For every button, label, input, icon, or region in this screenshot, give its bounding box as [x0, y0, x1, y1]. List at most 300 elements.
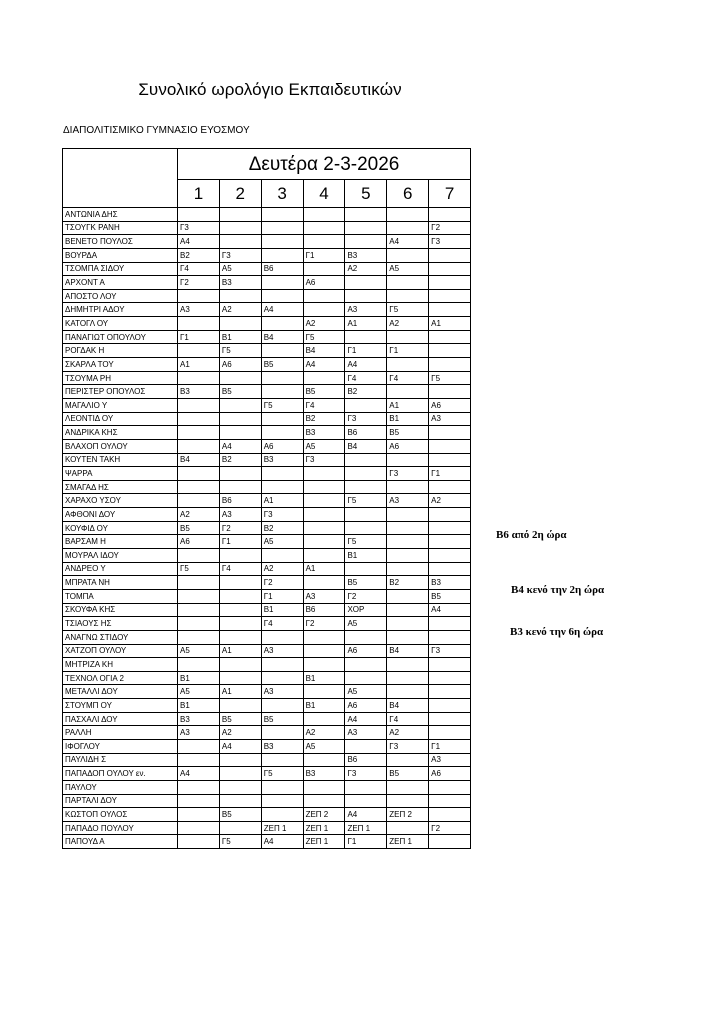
- slot-cell: [429, 671, 471, 685]
- slot-cell: ΖΕΠ 1: [261, 821, 303, 835]
- slot-cell: [303, 794, 345, 808]
- teacher-row: [63, 589, 471, 603]
- slot-cell: Γ1: [387, 344, 429, 358]
- slot-cell: Α5: [345, 617, 387, 631]
- slot-cell: [219, 289, 261, 303]
- slot-cell: Α2: [387, 726, 429, 740]
- slot-cell: [345, 508, 387, 522]
- slot-cell: [303, 371, 345, 385]
- slot-cell: Γ3: [261, 508, 303, 522]
- slot-cell: [429, 426, 471, 440]
- slot-cell: [345, 276, 387, 290]
- slot-cell: [387, 221, 429, 235]
- slot-cell: [387, 480, 429, 494]
- teacher-name: ΑΝΑΓΝΩ ΣΤΙΔΟΥ: [63, 630, 178, 644]
- teacher-name: ΑΝΔΡΙΚΑ ΚΗΣ: [63, 426, 178, 440]
- slot-cell: Α1: [429, 317, 471, 331]
- slot-cell: Α1: [261, 494, 303, 508]
- slot-cell: [429, 549, 471, 563]
- slot-cell: [261, 289, 303, 303]
- slot-cell: [387, 248, 429, 262]
- slot-cell: Β5: [261, 712, 303, 726]
- slot-cell: Α4: [178, 767, 220, 781]
- slot-cell: [219, 235, 261, 249]
- slot-cell: [219, 576, 261, 590]
- slot-cell: [261, 794, 303, 808]
- teacher-name: ΒΕΝΕΤΟ ΠΟΥΛΟΣ: [63, 235, 178, 249]
- period-header: 5: [345, 180, 387, 208]
- slot-cell: [178, 780, 220, 794]
- slot-cell: [303, 208, 345, 222]
- slot-cell: Γ2: [429, 221, 471, 235]
- slot-cell: Γ5: [303, 330, 345, 344]
- slot-cell: Β1: [345, 549, 387, 563]
- teacher-row: [63, 658, 471, 672]
- slot-cell: [178, 344, 220, 358]
- slot-cell: [219, 398, 261, 412]
- slot-cell: Α1: [178, 358, 220, 372]
- teacher-name: ΑΝΤΩΝΙΑ ΔΗΣ: [63, 208, 178, 222]
- slot-cell: [345, 780, 387, 794]
- slot-cell: [303, 521, 345, 535]
- slot-cell: Α4: [261, 835, 303, 849]
- teacher-row: [63, 221, 471, 235]
- teacher-row: [63, 835, 471, 849]
- slot-cell: Α5: [303, 739, 345, 753]
- slot-cell: [303, 494, 345, 508]
- slot-cell: [261, 344, 303, 358]
- slot-cell: Α4: [345, 712, 387, 726]
- slot-cell: [429, 248, 471, 262]
- teacher-name: ΔΗΜΗΤΡΙ ΑΔΟΥ: [63, 303, 178, 317]
- slot-cell: [219, 221, 261, 235]
- slot-cell: [261, 248, 303, 262]
- slot-cell: Β1: [178, 699, 220, 713]
- teacher-name: ΤΣΟΥΓΚ ΡΑΝΗ: [63, 221, 178, 235]
- slot-cell: Γ2: [261, 576, 303, 590]
- slot-cell: [387, 658, 429, 672]
- slot-cell: Β1: [303, 699, 345, 713]
- slot-cell: ΖΕΠ 1: [387, 835, 429, 849]
- slot-cell: Γ1: [429, 739, 471, 753]
- slot-cell: Γ5: [345, 535, 387, 549]
- slot-cell: [219, 780, 261, 794]
- period-header: 4: [303, 180, 345, 208]
- slot-cell: Γ5: [429, 371, 471, 385]
- slot-cell: [219, 603, 261, 617]
- slot-cell: [429, 358, 471, 372]
- slot-cell: Β4: [178, 453, 220, 467]
- teacher-row: [63, 767, 471, 781]
- teacher-name: ΣΚΟΥΦΑ ΚΗΣ: [63, 603, 178, 617]
- slot-cell: Γ3: [345, 412, 387, 426]
- teacher-row: [63, 808, 471, 822]
- slot-cell: [178, 412, 220, 426]
- slot-cell: Γ3: [429, 644, 471, 658]
- teacher-name: ΡΑΛΛΗ: [63, 726, 178, 740]
- teacher-row: [63, 235, 471, 249]
- slot-cell: Β3: [178, 712, 220, 726]
- slot-cell: Β5: [178, 521, 220, 535]
- slot-cell: Β3: [261, 453, 303, 467]
- slot-cell: Β1: [261, 603, 303, 617]
- slot-cell: Γ2: [345, 589, 387, 603]
- slot-cell: [387, 821, 429, 835]
- slot-cell: Β3: [261, 739, 303, 753]
- slot-cell: Β1: [387, 412, 429, 426]
- slot-cell: Α4: [219, 439, 261, 453]
- note: Β4 κενό την 2η ώρα: [511, 584, 605, 596]
- teacher-name: ΠΑΥΛΙΔΗ Σ: [63, 753, 178, 767]
- slot-cell: [261, 630, 303, 644]
- slot-cell: [387, 535, 429, 549]
- teacher-row: [63, 412, 471, 426]
- slot-cell: [387, 358, 429, 372]
- slot-cell: [261, 726, 303, 740]
- slot-cell: Β2: [303, 412, 345, 426]
- teacher-name: ΠΑΣΧΑΛΙ ΔΟΥ: [63, 712, 178, 726]
- slot-cell: [303, 712, 345, 726]
- schedule-body: [63, 208, 471, 849]
- slot-cell: [261, 412, 303, 426]
- teacher-name: ΠΑΥΛΟΥ: [63, 780, 178, 794]
- slot-cell: Γ1: [429, 467, 471, 481]
- teacher-row: [63, 358, 471, 372]
- slot-cell: [429, 835, 471, 849]
- slot-cell: [261, 780, 303, 794]
- teacher-name: ΣΤΟΥΜΠ ΟΥ: [63, 699, 178, 713]
- teacher-name: ΚΟΥΦΙΔ ΟΥ: [63, 521, 178, 535]
- slot-cell: Β1: [303, 671, 345, 685]
- teacher-row: [63, 549, 471, 563]
- slot-cell: [219, 767, 261, 781]
- slot-cell: [261, 480, 303, 494]
- slot-cell: Γ1: [345, 344, 387, 358]
- slot-cell: Α4: [345, 358, 387, 372]
- slot-cell: Γ4: [387, 712, 429, 726]
- slot-cell: Γ4: [387, 371, 429, 385]
- slot-cell: [261, 208, 303, 222]
- slot-cell: Α3: [219, 508, 261, 522]
- slot-cell: Β5: [219, 808, 261, 822]
- slot-cell: Γ3: [345, 767, 387, 781]
- slot-cell: [178, 398, 220, 412]
- slot-cell: [345, 467, 387, 481]
- teacher-name: ΚΟΥΤΕΝ ΤΑΚΗ: [63, 453, 178, 467]
- slot-cell: [303, 576, 345, 590]
- slot-cell: [429, 780, 471, 794]
- teacher-row: [63, 535, 471, 549]
- slot-cell: [178, 589, 220, 603]
- slot-cell: [219, 617, 261, 631]
- slot-cell: [261, 371, 303, 385]
- slot-cell: [303, 235, 345, 249]
- slot-cell: [429, 385, 471, 399]
- slot-cell: [387, 385, 429, 399]
- slot-cell: Γ3: [429, 235, 471, 249]
- slot-cell: [178, 739, 220, 753]
- slot-cell: Α3: [303, 589, 345, 603]
- slot-cell: [387, 617, 429, 631]
- slot-cell: Α2: [219, 726, 261, 740]
- slot-cell: [178, 576, 220, 590]
- teacher-row: [63, 494, 471, 508]
- slot-cell: [178, 317, 220, 331]
- slot-cell: Β2: [261, 521, 303, 535]
- slot-cell: [178, 794, 220, 808]
- slot-cell: Α2: [303, 726, 345, 740]
- slot-cell: [219, 317, 261, 331]
- slot-cell: [387, 549, 429, 563]
- slot-cell: [429, 699, 471, 713]
- teacher-name: ΤΣΙΑΟΥΣ ΗΣ: [63, 617, 178, 631]
- slot-cell: [219, 699, 261, 713]
- slot-cell: Β5: [387, 426, 429, 440]
- teacher-name: ΑΦΘΟΝΙ ΔΟΥ: [63, 508, 178, 522]
- teacher-row: [63, 385, 471, 399]
- slot-cell: Β5: [219, 712, 261, 726]
- teacher-name: ΒΟΥΡΔΑ: [63, 248, 178, 262]
- slot-cell: Γ5: [178, 562, 220, 576]
- slot-cell: Β5: [219, 385, 261, 399]
- slot-cell: Γ3: [387, 467, 429, 481]
- teacher-row: [63, 712, 471, 726]
- slot-cell: Α2: [387, 317, 429, 331]
- slot-cell: [178, 549, 220, 563]
- slot-cell: [219, 467, 261, 481]
- slot-cell: Α6: [219, 358, 261, 372]
- slot-cell: ΖΕΠ 2: [387, 808, 429, 822]
- slot-cell: [387, 794, 429, 808]
- slot-cell: [178, 494, 220, 508]
- slot-cell: [261, 317, 303, 331]
- teacher-name: ΛΕΟΝΤΙΔ ΟΥ: [63, 412, 178, 426]
- slot-cell: [345, 630, 387, 644]
- teacher-row: [63, 726, 471, 740]
- slot-cell: [387, 589, 429, 603]
- slot-cell: [178, 821, 220, 835]
- slot-cell: [387, 562, 429, 576]
- slot-cell: Α2: [303, 317, 345, 331]
- teacher-name: ΒΑΡΣΑΜ Η: [63, 535, 178, 549]
- slot-cell: Γ1: [303, 248, 345, 262]
- teacher-row: [63, 617, 471, 631]
- slot-cell: Α5: [178, 685, 220, 699]
- slot-cell: [178, 630, 220, 644]
- note: Β6 από 2η ώρα: [496, 529, 567, 541]
- teacher-row: [63, 630, 471, 644]
- teacher-row: [63, 371, 471, 385]
- slot-cell: [178, 208, 220, 222]
- slot-cell: Α6: [429, 767, 471, 781]
- slot-cell: [303, 221, 345, 235]
- slot-cell: ΧΟΡ: [345, 603, 387, 617]
- slot-cell: ΖΕΠ 1: [303, 835, 345, 849]
- slot-cell: [219, 589, 261, 603]
- slot-cell: [429, 726, 471, 740]
- slot-cell: [261, 221, 303, 235]
- slot-cell: [219, 371, 261, 385]
- slot-cell: Γ5: [345, 494, 387, 508]
- slot-cell: Α6: [345, 644, 387, 658]
- slot-cell: [429, 685, 471, 699]
- teacher-row: [63, 794, 471, 808]
- slot-cell: [303, 262, 345, 276]
- slot-cell: Α1: [219, 685, 261, 699]
- slot-cell: Γ2: [429, 821, 471, 835]
- slot-cell: Β3: [345, 248, 387, 262]
- slot-cell: [345, 794, 387, 808]
- teacher-name: ΠΕΡΙΣΤΕΡ ΟΠΟΥΛΟΣ: [63, 385, 178, 399]
- teacher-row: [63, 699, 471, 713]
- slot-cell: Α2: [178, 508, 220, 522]
- slot-cell: [178, 617, 220, 631]
- slot-cell: [345, 739, 387, 753]
- slot-cell: Α5: [345, 685, 387, 699]
- teacher-name: ΧΑΡΑΧΟ ΥΣΟΥ: [63, 494, 178, 508]
- slot-cell: [345, 208, 387, 222]
- slot-cell: [219, 630, 261, 644]
- slot-cell: Α1: [219, 644, 261, 658]
- slot-cell: Α6: [261, 439, 303, 453]
- teacher-row: [63, 821, 471, 835]
- slot-cell: Γ5: [219, 835, 261, 849]
- slot-cell: Α4: [387, 235, 429, 249]
- slot-cell: [387, 508, 429, 522]
- teacher-row: [63, 208, 471, 222]
- slot-cell: [261, 753, 303, 767]
- teacher-row: [63, 467, 471, 481]
- slot-cell: Β5: [429, 589, 471, 603]
- slot-cell: Γ4: [303, 398, 345, 412]
- slot-cell: Β6: [303, 603, 345, 617]
- slot-cell: Α3: [387, 494, 429, 508]
- slot-cell: [429, 808, 471, 822]
- slot-cell: [261, 467, 303, 481]
- slot-cell: [387, 208, 429, 222]
- slot-cell: [219, 426, 261, 440]
- teacher-name: ΧΑΤΖΟΠ ΟΥΛΟΥ: [63, 644, 178, 658]
- slot-cell: ΖΕΠ 2: [303, 808, 345, 822]
- slot-cell: [429, 439, 471, 453]
- teacher-row: [63, 289, 471, 303]
- slot-cell: Α2: [429, 494, 471, 508]
- teacher-row: [63, 685, 471, 699]
- corner-cell: [63, 149, 178, 208]
- slot-cell: Α4: [303, 358, 345, 372]
- slot-cell: Α1: [303, 562, 345, 576]
- slot-cell: Β4: [387, 644, 429, 658]
- teacher-row: [63, 317, 471, 331]
- slot-cell: [429, 276, 471, 290]
- slot-cell: [429, 617, 471, 631]
- slot-cell: Β3: [429, 576, 471, 590]
- slot-cell: Γ5: [261, 767, 303, 781]
- slot-cell: Α4: [429, 603, 471, 617]
- slot-cell: [387, 603, 429, 617]
- teacher-row: [63, 248, 471, 262]
- slot-cell: Γ3: [178, 221, 220, 235]
- slot-cell: Α6: [429, 398, 471, 412]
- slot-cell: [261, 671, 303, 685]
- slot-cell: Γ5: [261, 398, 303, 412]
- slot-cell: Α5: [219, 262, 261, 276]
- slot-cell: Α3: [345, 726, 387, 740]
- teacher-row: [63, 603, 471, 617]
- slot-cell: [178, 426, 220, 440]
- teacher-row: [63, 398, 471, 412]
- slot-cell: [429, 344, 471, 358]
- period-header: 6: [387, 180, 429, 208]
- teacher-name: ΠΑΝΑΓΙΩΤ ΟΠΟΥΛΟΥ: [63, 330, 178, 344]
- slot-cell: [178, 480, 220, 494]
- slot-cell: [261, 235, 303, 249]
- slot-cell: Α5: [261, 535, 303, 549]
- teacher-name: ΒΛΑΧΟΠ ΟΥΛΟΥ: [63, 439, 178, 453]
- slot-cell: [387, 289, 429, 303]
- slot-cell: Α5: [387, 262, 429, 276]
- slot-cell: Β3: [219, 276, 261, 290]
- teacher-name: ΣΜΑΓΑΔ ΗΣ: [63, 480, 178, 494]
- teacher-name: ΠΑΠΑΔΟ ΠΟΥΛΟΥ: [63, 821, 178, 835]
- slot-cell: [345, 562, 387, 576]
- slot-cell: [429, 480, 471, 494]
- teacher-row: [63, 780, 471, 794]
- slot-cell: [345, 330, 387, 344]
- slot-cell: [219, 208, 261, 222]
- slot-cell: Α3: [429, 753, 471, 767]
- slot-cell: Α4: [345, 808, 387, 822]
- slot-cell: Γ3: [303, 453, 345, 467]
- slot-cell: Β4: [303, 344, 345, 358]
- teacher-name: ΜΑΓΑΛΙΟ Υ: [63, 398, 178, 412]
- slot-cell: Α2: [345, 262, 387, 276]
- slot-cell: [429, 508, 471, 522]
- slot-cell: [429, 712, 471, 726]
- slot-cell: [429, 630, 471, 644]
- teacher-name: ΡΟΓΔΑΚ Η: [63, 344, 178, 358]
- teacher-name: ΜΗΤΡΙΖΑ ΚΗ: [63, 658, 178, 672]
- slot-cell: [345, 671, 387, 685]
- slot-cell: Α6: [345, 699, 387, 713]
- slot-cell: [429, 521, 471, 535]
- slot-cell: [387, 685, 429, 699]
- slot-cell: Β3: [178, 385, 220, 399]
- slot-cell: Α4: [261, 303, 303, 317]
- slot-cell: [429, 794, 471, 808]
- slot-cell: [429, 453, 471, 467]
- slot-cell: Β1: [178, 671, 220, 685]
- slot-cell: [219, 412, 261, 426]
- teacher-name: ΑΡΧΟΝΤ Α: [63, 276, 178, 290]
- teacher-row: [63, 344, 471, 358]
- slot-cell: Γ3: [387, 739, 429, 753]
- note: Β3 κενό την 6η ώρα: [510, 626, 604, 638]
- teacher-name: ΑΝΔΡΕΟ Υ: [63, 562, 178, 576]
- teacher-name: ΤΟΜΠΑ: [63, 589, 178, 603]
- teacher-name: ΜΠΡΑΤΑ ΝΗ: [63, 576, 178, 590]
- teacher-name: ΑΠΟΣΤΟ ΛΟΥ: [63, 289, 178, 303]
- slot-cell: [303, 549, 345, 563]
- slot-cell: Β6: [219, 494, 261, 508]
- teacher-row: [63, 330, 471, 344]
- slot-cell: [345, 289, 387, 303]
- teacher-row: [63, 739, 471, 753]
- slot-cell: [219, 549, 261, 563]
- slot-cell: [178, 658, 220, 672]
- slot-cell: [219, 821, 261, 835]
- slot-cell: Β3: [303, 767, 345, 781]
